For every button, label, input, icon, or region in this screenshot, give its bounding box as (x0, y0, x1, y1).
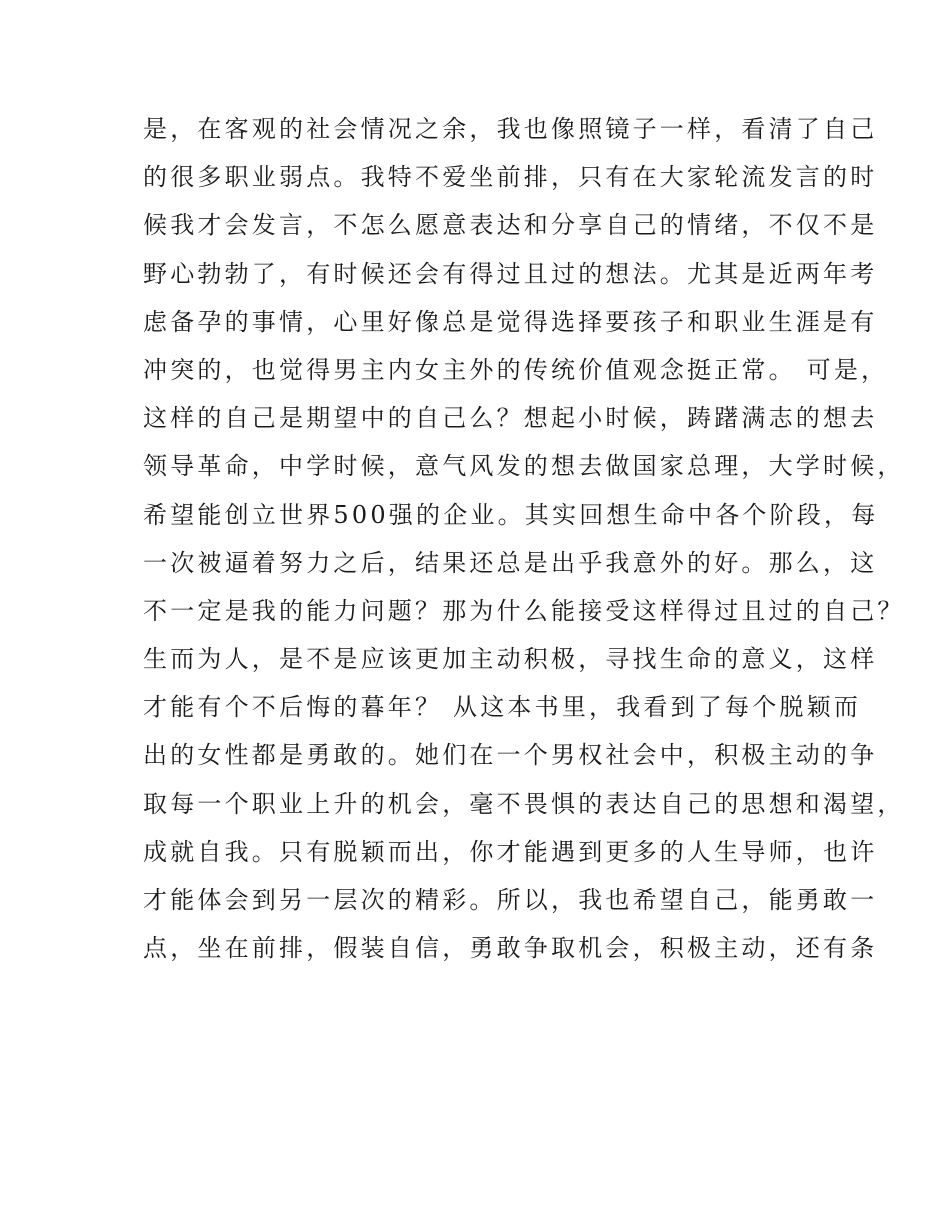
text-line-6: 冲突的，也觉得男主内女主外的传统价值观念挺正常。 可是， (143, 355, 889, 384)
text-line-7: 这样的自己是期望中的自己么？想起小时候，踌躇满志的想去 (143, 404, 878, 433)
text-line-14: 出的女性都是勇敢的。她们在一个男权社会中，积极主动的争 (143, 741, 878, 770)
text-line-8: 领导革命，中学时候，意气风发的想去做国家总理，大学时候， (143, 452, 905, 481)
text-line-15: 取每一个职业上升的机会，毫不畏惧的表达自己的思想和渴望， (143, 789, 905, 818)
text-line-18: 点，坐在前排，假装自信，勇敢争取机会，积极主动，还有条 (143, 934, 878, 963)
text-line-13: 才能有个不后悔的暮年？ 从这本书里，我看到了每个脱颖而 (143, 693, 862, 722)
text-line-1: 是，在客观的社会情况之余，我也像照镜子一样，看清了自己 (143, 115, 878, 143)
text-line-11: 不一定是我的能力问题？那为什么能接受这样得过且过的自己？ (143, 596, 905, 625)
text-line-12: 生而为人，是不是应该更加主动积极，寻找生命的意义，这样 (143, 645, 878, 674)
text-line-3: 候我才会发言，不怎么愿意表达和分享自己的情绪，不仅不是 (143, 211, 878, 240)
text-line-10: 一次被逼着努力之后，结果还总是出乎我意外的好。那么，这 (143, 548, 878, 577)
body-text (143, 105, 905, 972)
text-line-17: 才能体会到另一层次的精彩。所以，我也希望自己，能勇敢一 (143, 886, 878, 914)
text-line-5: 虑备孕的事情，心里好像总是觉得选择要孩子和职业生涯是有 (143, 307, 878, 336)
text-line-4: 野心勃勃了，有时候还会有得过且过的想法。尤其是近两年考 (143, 259, 878, 288)
text-line-2: 的很多职业弱点。我特不爱坐前排，只有在大家轮流发言的时 (143, 163, 878, 192)
text-line-16: 成就自我。只有脱颖而出，你才能遇到更多的人生导师，也许 (143, 837, 878, 866)
text-line-9: 希望能创立世界500强的企业。其实回想生命中各个阶段，每 (143, 500, 879, 529)
